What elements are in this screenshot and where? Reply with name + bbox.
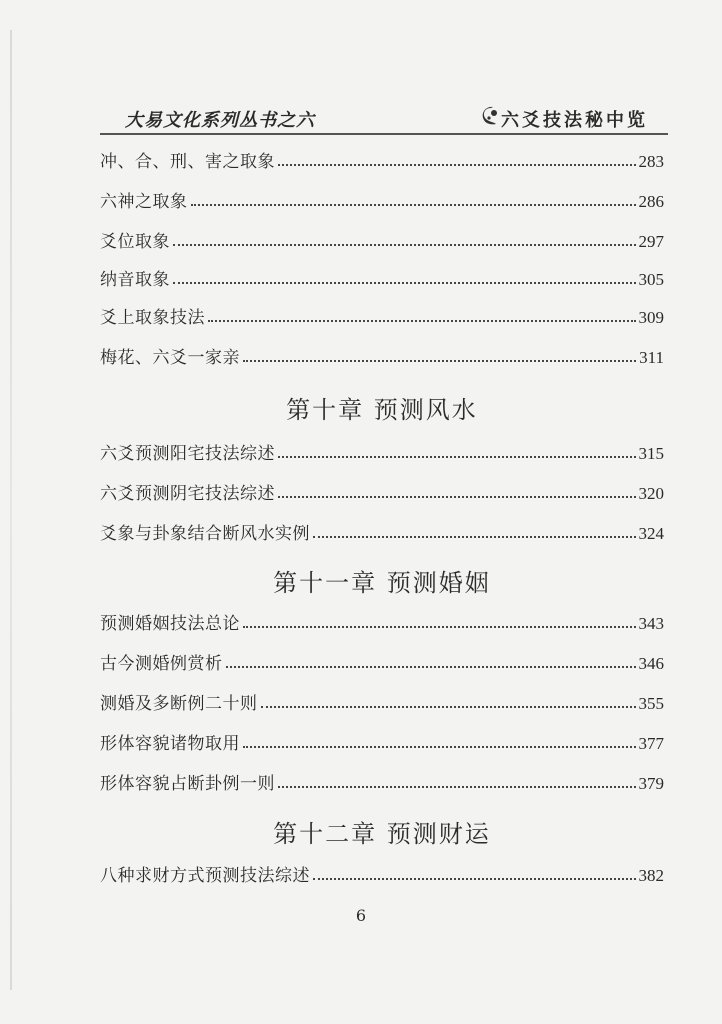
dot-leader xyxy=(191,203,636,206)
toc-entry-title: 爻上取象技法 xyxy=(100,308,205,328)
toc-entry-title: 预测婚姻技法总论 xyxy=(100,614,240,634)
dot-leader xyxy=(278,785,636,788)
dot-leader xyxy=(261,705,636,708)
chapter-heading: 第十二章 预测财运 xyxy=(273,820,491,848)
toc-entry[interactable] xyxy=(100,300,664,328)
dot-leader xyxy=(226,665,636,668)
toc-entry[interactable] xyxy=(100,858,664,886)
dot-leader xyxy=(173,281,636,284)
toc-entry-title: 测婚及多断例二十则 xyxy=(100,694,258,714)
toc-entry-page: 305 xyxy=(638,270,664,289)
toc-entry-title: 古今测婚例赏析 xyxy=(100,654,223,674)
toc-entry-page: 355 xyxy=(638,694,664,713)
toc-entry-title: 梅花、六爻一家亲 xyxy=(100,348,240,368)
running-header xyxy=(100,104,668,130)
dot-leader xyxy=(173,243,636,246)
toc-entry[interactable] xyxy=(100,144,664,172)
dot-leader xyxy=(278,495,636,498)
toc-entry-title: 形体容貌占断卦例一则 xyxy=(100,774,275,794)
dot-leader xyxy=(313,877,636,880)
toc-entry[interactable] xyxy=(100,184,664,212)
dot-leader xyxy=(313,535,636,538)
page-number: 6 xyxy=(355,906,367,925)
toc-entry-title: 八种求财方式预测技法综述 xyxy=(100,866,310,886)
toc-entry[interactable] xyxy=(100,340,664,368)
dot-leader xyxy=(278,163,636,166)
toc-entry[interactable] xyxy=(100,606,664,634)
chapter-heading: 第十一章 预测婚姻 xyxy=(273,569,491,597)
toc-entry[interactable] xyxy=(100,726,664,754)
toc-entry-title: 形体容貌诸物取用 xyxy=(100,734,240,754)
toc-entry-title: 六爻预测阳宅技法综述 xyxy=(100,444,275,464)
toc-entry[interactable] xyxy=(100,516,664,544)
toc-entry-title: 爻位取象 xyxy=(100,232,170,252)
toc-entry-page: 320 xyxy=(638,484,664,503)
book-title: 六爻技法秘中览 xyxy=(501,110,648,131)
toc-entry-page: 283 xyxy=(638,152,664,171)
dot-leader xyxy=(243,359,636,362)
scan-edge-shadow xyxy=(10,30,12,990)
toc-entry-page: 379 xyxy=(638,774,664,793)
toc-entry-page: 382 xyxy=(638,866,664,885)
dot-leader xyxy=(243,745,636,748)
toc-entry-page: 297 xyxy=(638,232,664,251)
toc-entry-page: 343 xyxy=(638,614,664,633)
toc-entry-page: 324 xyxy=(638,524,664,543)
taiji-logo-icon xyxy=(480,106,502,126)
toc-entry-title: 冲、合、刑、害之取象 xyxy=(100,152,275,172)
toc-entry[interactable] xyxy=(100,436,664,464)
toc-entry-page: 346 xyxy=(638,654,664,673)
toc-entry-title: 六爻预测阴宅技法综述 xyxy=(100,484,275,504)
toc-entry-page: 286 xyxy=(638,192,664,211)
chapter-heading: 第十章 预测风水 xyxy=(286,396,478,424)
toc-entry-page: 377 xyxy=(638,734,664,753)
toc-entry[interactable] xyxy=(100,476,664,504)
toc-entry-title: 纳音取象 xyxy=(100,270,170,290)
toc-entry[interactable] xyxy=(100,686,664,714)
series-title: 大易文化系列丛书之六 xyxy=(125,110,315,131)
toc-entry[interactable] xyxy=(100,646,664,674)
header-rule xyxy=(100,133,668,135)
toc-entry-page: 315 xyxy=(638,444,664,463)
toc-entry[interactable] xyxy=(100,262,664,290)
dot-leader xyxy=(243,625,636,628)
toc-entry-title: 六神之取象 xyxy=(100,192,188,212)
toc-entry[interactable] xyxy=(100,224,664,252)
toc-entry[interactable] xyxy=(100,766,664,794)
dot-leader xyxy=(278,455,636,458)
toc-entry-title: 爻象与卦象结合断风水实例 xyxy=(100,524,310,544)
dot-leader xyxy=(208,319,636,322)
toc-entry-page: 309 xyxy=(638,308,664,327)
toc-entry-page: 311 xyxy=(639,348,664,367)
